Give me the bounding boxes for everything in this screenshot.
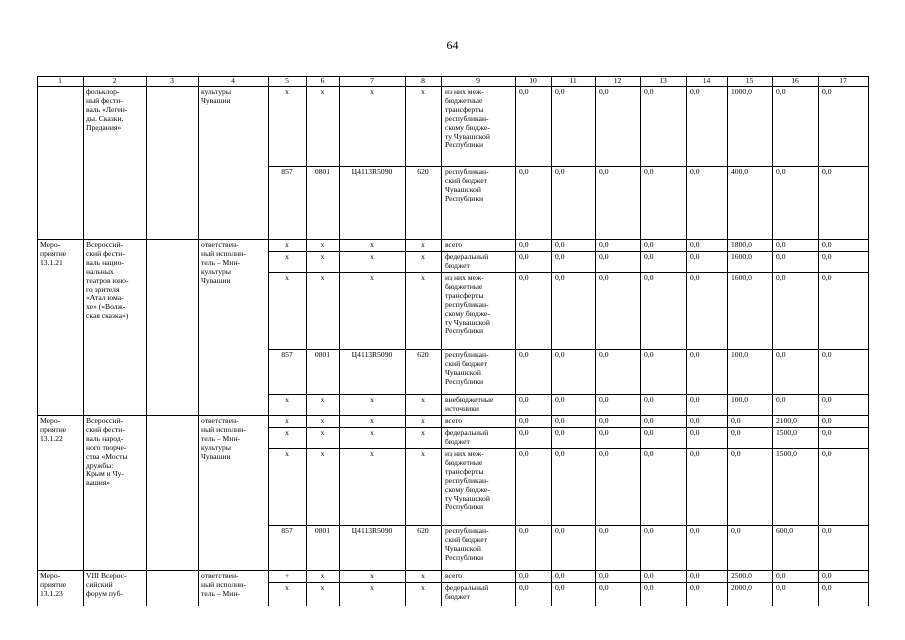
amount-cell-col-14: 0,0 [690, 274, 700, 282]
table-rule-vertical [306, 76, 307, 606]
amount-cell-col-12: 0,0 [599, 253, 609, 261]
header-cell-col-13: 13 [659, 77, 667, 85]
amount-cell-col-14: 0,0 [690, 584, 700, 592]
amount-cell-col-17: 0,0 [822, 450, 832, 458]
table-rule-horizontal [268, 349, 868, 350]
amount-cell-col-12: 0,0 [599, 450, 609, 458]
table-rule-horizontal [37, 239, 868, 240]
table-rule-vertical [268, 76, 269, 606]
header-cell-col-11: 11 [569, 77, 577, 85]
budget-code-expense-type: x [421, 241, 425, 249]
event-name: Всероссий- ский фести- валь нацио- нальных театров юно- го зрителя «Атал юма- хе» («Волж- ская сказка») [86, 241, 129, 321]
amount-cell-col-10: 0,0 [519, 584, 529, 592]
amount-cell-col-12: 0,0 [599, 417, 609, 425]
table-rule-vertical [515, 76, 516, 606]
amount-cell-col-12: 0,0 [599, 429, 609, 437]
responsible-executor: ответствен- ный исполни- тель – Мин- [201, 572, 246, 598]
table-rule-vertical [83, 76, 84, 606]
table-rule-horizontal [268, 272, 868, 273]
amount-cell-col-14: 0,0 [690, 241, 700, 249]
amount-cell-col-10: 0,0 [519, 417, 529, 425]
amount-cell-col-15: 0,0 [731, 417, 741, 425]
budget-code-target: x [370, 450, 374, 458]
amount-cell-col-15: 0,0 [731, 450, 741, 458]
amount-cell-col-12: 0,0 [599, 274, 609, 282]
measure-label: Меро- приятие 13.1.21 [40, 241, 67, 267]
amount-cell-col-11: 0,0 [555, 429, 565, 437]
budget-code-expense-type: x [421, 274, 425, 282]
header-cell-col-2: 2 [112, 77, 117, 85]
funding-source: федеральный бюджет [445, 429, 489, 446]
budget-code-expense-type: x [421, 88, 425, 96]
table-rule-horizontal [268, 525, 868, 526]
budget-code-grbs: 857 [281, 527, 293, 535]
budget-code-target: Ц4113R5090 [351, 527, 393, 535]
amount-cell-col-16: 0,0 [776, 274, 786, 282]
header-cell-col-16: 16 [791, 77, 799, 85]
budget-code-expense-type: x [421, 450, 425, 458]
budget-code-expense-type: 620 [417, 351, 429, 359]
amount-cell-col-17: 0,0 [822, 572, 832, 580]
budget-code-expense-type: x [421, 429, 425, 437]
measure-label: Меро- приятие 13.1.22 [40, 417, 67, 443]
budget-code-expense-type: 620 [417, 168, 429, 176]
budget-code-target: x [370, 584, 374, 592]
event-name: VIII Всерос- сийский форум пуб- [86, 572, 127, 598]
header-cell-col-6: 6 [320, 77, 325, 85]
funding-source: федеральный бюджет [445, 253, 489, 270]
amount-cell-col-17: 0,0 [822, 88, 832, 96]
table-rule-horizontal [268, 251, 868, 252]
funding-source: из них меж- бюджетные трансферты республикан- скому бюдже- ту Чувашской Республики [445, 88, 490, 150]
budget-code-grbs: 857 [281, 351, 293, 359]
amount-cell-col-16: 0,0 [776, 88, 786, 96]
amount-cell-col-13: 0,0 [644, 584, 654, 592]
table-rule-vertical [37, 76, 38, 606]
header-cell-col-4: 4 [231, 77, 235, 85]
header-cell-col-3: 3 [170, 77, 174, 85]
table-rule-horizontal [37, 415, 868, 416]
budget-code-grbs: x [285, 429, 289, 437]
table-rule-vertical [818, 76, 819, 606]
amount-cell-col-11: 0,0 [555, 584, 565, 592]
amount-cell-col-17: 0,0 [822, 168, 832, 176]
amount-cell-col-16: 0,0 [776, 396, 786, 404]
amount-cell-col-13: 0,0 [644, 351, 654, 359]
amount-cell-col-11: 0,0 [555, 253, 565, 261]
table-rule-vertical [868, 76, 869, 606]
responsible-executor: культуры Чувашии [201, 88, 231, 105]
amount-cell-col-17: 0,0 [822, 396, 832, 404]
budget-code-grbs: x [285, 396, 289, 404]
funding-source: республикан- ский бюджет Чувашской Республики [445, 351, 489, 386]
amount-cell-col-14: 0,0 [690, 168, 700, 176]
amount-cell-col-15: 400,0 [731, 168, 749, 176]
amount-cell-col-12: 0,0 [599, 396, 609, 404]
amount-cell-col-10: 0,0 [519, 88, 529, 96]
table-rule-vertical [405, 76, 406, 606]
amount-cell-col-17: 0,0 [822, 429, 832, 437]
amount-cell-col-15: 0,0 [731, 429, 741, 437]
budget-code-section: x [320, 572, 325, 580]
budget-code-grbs: x [285, 417, 289, 425]
table-rule-vertical [146, 76, 147, 606]
budget-code-grbs: 857 [281, 168, 293, 176]
amount-cell-col-12: 0,0 [599, 351, 609, 359]
budget-code-expense-type: x [421, 396, 425, 404]
amount-cell-col-14: 0,0 [690, 351, 700, 359]
budget-code-expense-type: x [421, 584, 425, 592]
funding-source: всего [445, 417, 463, 425]
budget-code-section: x [320, 88, 325, 96]
table-rule-horizontal [268, 394, 868, 395]
measure-label: Меро- приятие 13.1.23 [40, 572, 67, 598]
amount-cell-col-10: 0,0 [519, 572, 529, 580]
amount-cell-col-13: 0,0 [644, 396, 654, 404]
budget-code-expense-type: 620 [417, 527, 429, 535]
budget-code-section: x [320, 417, 325, 425]
header-cell-col-1: 1 [58, 77, 62, 85]
amount-cell-col-13: 0,0 [644, 88, 654, 96]
budget-code-target: x [370, 241, 374, 249]
header-cell-col-14: 14 [702, 77, 711, 85]
budget-code-section: 0801 [314, 168, 331, 176]
budget-code-expense-type: x [421, 253, 425, 261]
amount-cell-col-15: 1600,0 [731, 274, 752, 282]
table-rule-vertical [727, 76, 728, 606]
amount-cell-col-10: 0,0 [519, 429, 529, 437]
budget-code-grbs: x [285, 241, 289, 249]
budget-code-expense-type: x [421, 572, 425, 580]
budget-code-section: x [320, 429, 325, 437]
amount-cell-col-14: 0,0 [690, 396, 700, 404]
amount-cell-col-17: 0,0 [822, 584, 832, 592]
amount-cell-col-15: 1800,0 [731, 241, 752, 249]
budget-code-section: x [320, 253, 325, 261]
header-cell-col-12: 12 [613, 77, 622, 85]
header-cell-col-17: 17 [839, 77, 847, 85]
responsible-executor: ответствен- ный исполни- тель – Мин- культуры Чувашии [201, 241, 246, 285]
amount-cell-col-15: 100,0 [731, 396, 749, 404]
funding-source: федеральный бюджет [445, 584, 489, 601]
amount-cell-col-13: 0,0 [644, 274, 654, 282]
budget-code-target: x [370, 88, 374, 96]
header-cell-col-8: 8 [421, 77, 425, 85]
table-rule-horizontal [268, 582, 868, 583]
amount-cell-col-12: 0,0 [599, 572, 609, 580]
header-cell-col-5: 5 [285, 77, 289, 85]
amount-cell-col-14: 0,0 [690, 450, 700, 458]
amount-cell-col-15: 2500,0 [731, 572, 752, 580]
amount-cell-col-10: 0,0 [519, 274, 529, 282]
budget-code-expense-type: x [421, 417, 425, 425]
table-rule-vertical [640, 76, 641, 606]
amount-cell-col-16: 2100,0 [776, 417, 797, 425]
funding-source: республикан- ский бюджет Чувашской Республики [445, 527, 489, 562]
amount-cell-col-13: 0,0 [644, 572, 654, 580]
amount-cell-col-17: 0,0 [822, 274, 832, 282]
amount-cell-col-11: 0,0 [555, 572, 565, 580]
table-rule-horizontal [37, 76, 868, 77]
amount-cell-col-11: 0,0 [555, 88, 565, 96]
budget-code-section: 0801 [314, 527, 331, 535]
amount-cell-col-13: 0,0 [644, 168, 654, 176]
amount-cell-col-16: 0,0 [776, 584, 786, 592]
amount-cell-col-14: 0,0 [690, 429, 700, 437]
funding-source: всего [445, 572, 463, 580]
amount-cell-col-10: 0,0 [519, 396, 529, 404]
amount-cell-col-11: 0,0 [555, 168, 565, 176]
budget-code-grbs: x [285, 450, 289, 458]
budget-code-target: x [370, 253, 374, 261]
budget-code-section: x [320, 274, 325, 282]
amount-cell-col-15: 0,0 [731, 527, 741, 535]
header-cell-col-15: 15 [745, 77, 754, 85]
amount-cell-col-13: 0,0 [644, 253, 654, 261]
amount-cell-col-17: 0,0 [822, 253, 832, 261]
amount-cell-col-13: 0,0 [644, 417, 654, 425]
amount-cell-col-16: 0,0 [776, 351, 786, 359]
funding-source: из них меж- бюджетные трансферты республикан- скому бюдже- ту Чувашской Республики [445, 450, 490, 512]
amount-cell-col-12: 0,0 [599, 88, 609, 96]
responsible-executor: ответствен- ный исполни- тель – Мин- культуры Чувашии [201, 417, 246, 461]
budget-code-target: x [370, 572, 374, 580]
budget-code-section: x [320, 584, 325, 592]
funding-source: всего [445, 241, 463, 249]
budget-code-grbs: + [284, 572, 290, 580]
amount-cell-col-12: 0,0 [599, 241, 609, 249]
amount-cell-col-11: 0,0 [555, 417, 565, 425]
budget-code-target: x [370, 417, 374, 425]
amount-cell-col-11: 0,0 [555, 351, 565, 359]
table-rule-vertical [686, 76, 687, 606]
amount-cell-col-14: 0,0 [690, 253, 700, 261]
amount-cell-col-16: 0,0 [776, 253, 786, 261]
budget-code-grbs: x [285, 584, 289, 592]
amount-cell-col-14: 0,0 [690, 572, 700, 580]
amount-cell-col-14: 0,0 [690, 527, 700, 535]
table-rule-vertical [595, 76, 596, 606]
amount-cell-col-17: 0,0 [822, 241, 832, 249]
header-cell-col-7: 7 [370, 77, 374, 85]
amount-cell-col-14: 0,0 [690, 88, 700, 96]
amount-cell-col-13: 0,0 [644, 450, 654, 458]
table-rule-vertical [441, 76, 442, 606]
amount-cell-col-13: 0,0 [644, 527, 654, 535]
amount-cell-col-11: 0,0 [555, 274, 565, 282]
header-cell-col-9: 9 [476, 77, 480, 85]
table-rule-vertical [339, 76, 340, 606]
budget-code-target: x [370, 396, 374, 404]
amount-cell-col-15: 100,0 [731, 351, 749, 359]
amount-cell-col-12: 0,0 [599, 584, 609, 592]
table-rule-horizontal [268, 448, 868, 449]
amount-cell-col-16: 1500,0 [776, 429, 797, 437]
amount-cell-col-11: 0,0 [555, 396, 565, 404]
amount-cell-col-12: 0,0 [599, 168, 609, 176]
budget-code-section: 0801 [314, 351, 331, 359]
funding-source: республикан- ский бюджет Чувашской Республики [445, 168, 489, 203]
table-rule-vertical [551, 76, 552, 606]
budget-code-target: x [370, 274, 374, 282]
funding-source: внебюджетные источники [445, 396, 494, 413]
amount-cell-col-17: 0,0 [822, 417, 832, 425]
amount-cell-col-10: 0,0 [519, 168, 529, 176]
amount-cell-col-17: 0,0 [822, 527, 832, 535]
amount-cell-col-16: 0,0 [776, 241, 786, 249]
event-name: Всероссий- ский фести- валь народ- ного творче- ства «Мосты дружбы: Крым и Чу- вашия» [86, 417, 128, 488]
amount-cell-col-10: 0,0 [519, 351, 529, 359]
amount-cell-col-16: 0,0 [776, 168, 786, 176]
amount-cell-col-10: 0,0 [519, 253, 529, 261]
amount-cell-col-10: 0,0 [519, 241, 529, 249]
budget-code-section: x [320, 241, 325, 249]
table-rule-horizontal [37, 570, 868, 571]
budget-code-target: x [370, 429, 374, 437]
measure-label [40, 88, 81, 237]
budget-code-section: x [320, 396, 325, 404]
amount-cell-col-11: 0,0 [555, 527, 565, 535]
budget-code-grbs: x [285, 88, 289, 96]
amount-cell-col-16: 1500,0 [776, 450, 797, 458]
amount-cell-col-15: 2000,0 [731, 584, 752, 592]
page-number: 64 [446, 38, 459, 52]
budget-code-target: Ц4113R5090 [351, 351, 393, 359]
header-cell-col-10: 10 [529, 77, 537, 85]
amount-cell-col-14: 0,0 [690, 417, 700, 425]
table-rule-horizontal [268, 427, 868, 428]
budget-code-grbs: x [285, 253, 289, 261]
budget-code-section: x [320, 450, 325, 458]
amount-cell-col-15: 1000,0 [731, 88, 752, 96]
amount-cell-col-12: 0,0 [599, 527, 609, 535]
table-rule-vertical [198, 76, 199, 606]
funding-source: из них меж- бюджетные трансферты республикан- скому бюдже- ту Чувашской Республики [445, 274, 490, 336]
amount-cell-col-16: 600,0 [776, 527, 794, 535]
amount-cell-col-13: 0,0 [644, 241, 654, 249]
amount-cell-col-13: 0,0 [644, 429, 654, 437]
amount-cell-col-10: 0,0 [519, 527, 529, 535]
budget-code-target: Ц4113R5090 [351, 168, 393, 176]
amount-cell-col-15: 1600,0 [731, 253, 752, 261]
event-name: фольклор- ный фести- валь «Леген- ды. Сказки. Предания» [86, 88, 128, 132]
amount-cell-col-10: 0,0 [519, 450, 529, 458]
budget-code-grbs: x [285, 274, 289, 282]
amount-cell-col-16: 0,0 [776, 572, 786, 580]
table-rule-horizontal [37, 86, 868, 87]
table-rule-horizontal [268, 166, 868, 167]
amount-cell-col-17: 0,0 [822, 351, 832, 359]
amount-cell-col-11: 0,0 [555, 241, 565, 249]
amount-cell-col-11: 0,0 [555, 450, 565, 458]
table-rule-vertical [772, 76, 773, 606]
